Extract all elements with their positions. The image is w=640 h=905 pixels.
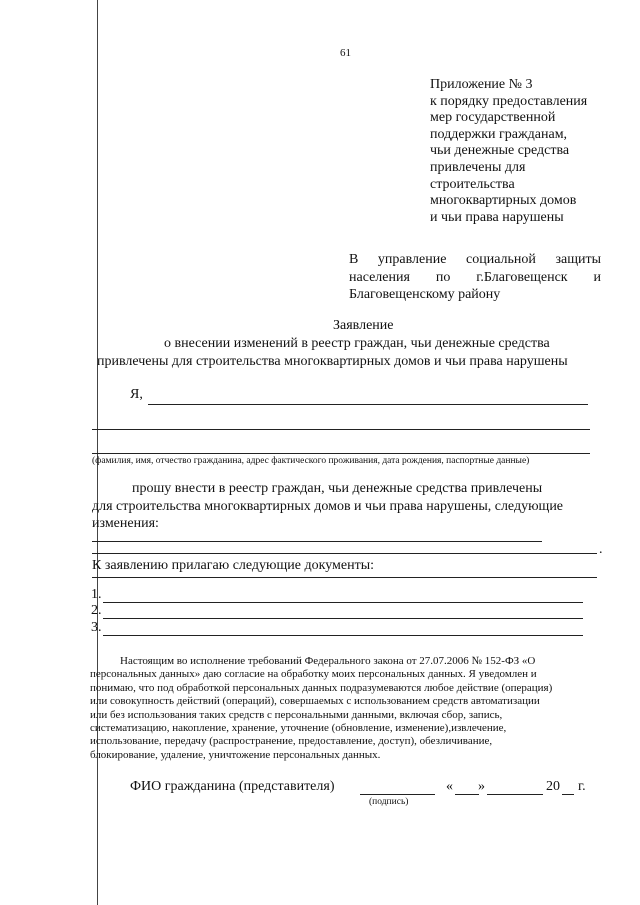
- document-number: 2.: [91, 603, 102, 618]
- date-day-field[interactable]: [455, 794, 479, 795]
- date-open-quote: «: [446, 779, 453, 794]
- signature-field[interactable]: [360, 794, 435, 795]
- date-month-field[interactable]: [487, 794, 543, 795]
- consent-line: или без использования таких средств с персональными данными, включая сбор, запись,: [90, 708, 503, 721]
- consent-line: систематизацию, накопление, хранение, уточнение (обновление, изменение),извлечение,: [90, 722, 507, 735]
- consent-line: Настоящим во исполнение требований Федерального закона от 27.07.2006 № 152-ФЗ «О: [120, 655, 536, 667]
- consent-line: персональных данных» даю согласие на обработку моих персональных данных. Я уведомлен и: [90, 668, 537, 681]
- request-line-1: прошу внести в реестр граждан, чьи денежные средства привлечены: [132, 481, 543, 496]
- changes-field[interactable]: [92, 553, 597, 554]
- appendix-block: [430, 77, 620, 226]
- year-prefix: 20: [546, 779, 560, 794]
- appendix-line: мер государственной: [430, 110, 556, 126]
- appendix-line: многоквартирных домов: [430, 193, 577, 209]
- date-close-quote: »: [478, 779, 485, 794]
- year-field[interactable]: [562, 794, 574, 795]
- appendix-line: поддержки гражданам,: [430, 126, 568, 142]
- applicant-prefix: Я,: [130, 387, 143, 402]
- appendix-line: и чьи права нарушены: [430, 209, 564, 225]
- document-number: 3.: [91, 620, 102, 635]
- applicant-name-field[interactable]: [148, 404, 588, 405]
- document-field[interactable]: [103, 602, 583, 603]
- document-field[interactable]: [103, 635, 583, 636]
- signature-hint: (подпись): [369, 797, 409, 807]
- page-number: 61: [340, 47, 351, 59]
- applicant-field-hint: (фамилия, имя, отчество гражданина, адрес фактического проживания, дата рождения, паспортные данные): [92, 456, 530, 466]
- appendix-line: строительства: [430, 176, 515, 192]
- consent-line: блокирование, удаление, уничтожение персональных данных.: [90, 748, 381, 761]
- appendix-line: привлечены для: [430, 159, 526, 175]
- document-title: Заявление: [333, 318, 394, 333]
- changes-end-mark: .: [599, 542, 603, 557]
- changes-field[interactable]: [92, 541, 542, 542]
- appendix-title: Приложение № 3: [430, 77, 533, 92]
- addressee: В управление социальной защиты населения по г.Благовещенск и Благовещенскому району: [349, 252, 601, 302]
- consent-line: или совокупность действий (операций), совершаемых с использованием средств автоматизации: [90, 695, 540, 708]
- documents-title: К заявлению прилагаю следующие документы:: [92, 558, 375, 573]
- consent-text: [90, 655, 606, 762]
- applicant-details-field[interactable]: [92, 429, 590, 430]
- year-suffix: г.: [578, 779, 586, 794]
- consent-line: использование, передачу (распространение, предоставление, доступ), обезличивание,: [90, 735, 493, 748]
- applicant-details-field[interactable]: [92, 453, 590, 454]
- signature-label: ФИО гражданина (представителя): [130, 779, 335, 794]
- document-number: 1.: [91, 587, 102, 602]
- appendix-line: к порядку предоставления: [430, 93, 588, 109]
- appendix-line: чьи денежные средства: [430, 143, 570, 159]
- heading-line-1: о внесении изменений в реестр граждан, чьи денежные средства: [164, 336, 550, 351]
- document-field[interactable]: [103, 618, 583, 619]
- request-line-3: изменения:: [92, 516, 159, 531]
- documents-divider: [92, 577, 597, 578]
- heading-line-2: привлечены для строительства многоквартирных домов и чьи права нарушены: [97, 354, 568, 369]
- request-line-2: для строительства многоквартирных домов и чьи права нарушены, следующие: [92, 499, 564, 514]
- consent-line: понимаю, что под обработкой персональных данных подразумеваются любое действие (операция): [90, 681, 553, 694]
